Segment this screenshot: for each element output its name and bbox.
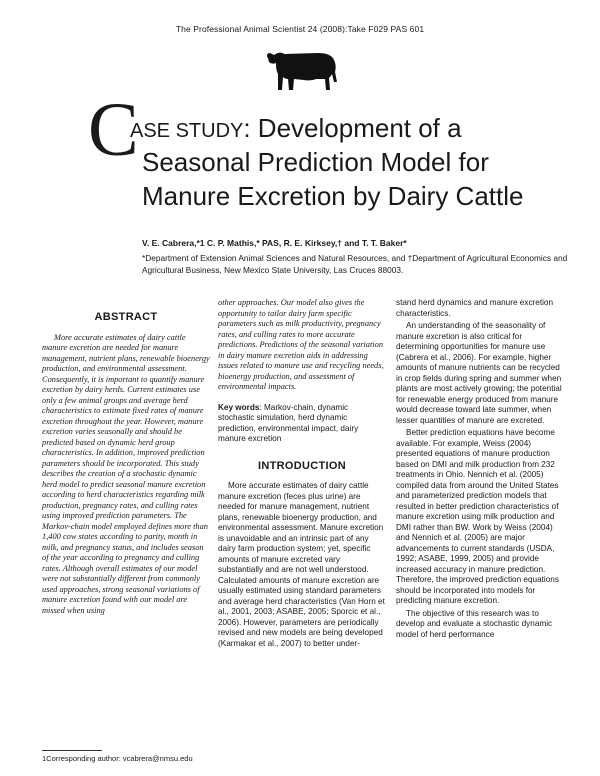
column-3 bbox=[396, 298, 564, 640]
abstract-heading: ABSTRACT bbox=[94, 311, 158, 323]
title-line-2: Seasonal Prediction Model for bbox=[142, 147, 489, 177]
corresponding-author-footnote: 1Corresponding author: vcabrera@nmsu.edu bbox=[42, 754, 193, 763]
footnote-divider bbox=[42, 750, 102, 751]
intro-paragraph-1: More accurate estimates of dairy cattle manure excretion (feces plus urine) are needed for manure management, nutrient plans, renewable bioenergy production, and environmental assessment. Manure excretion is unavoidable and an intrinsic part of any dairy farm production system; yet, specific amounts of manure excreted vary substantially and are not well understood. Calculated amounts of manure excretion are usually estimated using standard parameters and average herd characteristics (Van Horn et al., 2001, 2003; ASABE, 2005; Sporcic et al., 2006). However, parameters are periodically revised and new models are being developed (Karmakar et al., 2007) to better under- bbox=[218, 481, 385, 648]
author-affiliations: *Department of Extension Animal Sciences and Natural Resources, and †Department of Agricultural Economics and Agricultural Business, New Mexico State University, Las Cruces 88003. bbox=[142, 253, 568, 275]
title-line-3: Manure Excretion by Dairy Cattle bbox=[142, 181, 524, 211]
abstract-text: More accurate estimates of dairy cattle manure excretion are needed for manure management, nutrient plans, renewable bioenergy production, and environmental assessment. Consequently, it is important to quantify manure excretion by dairy herds. Current estimates use only a few animal groups and average herd characteristics to estimate fixed rates of manure excretion throughout the year. However, manure excretion varies seasonally and should be predicted based on dynamic herd group characteristics. In addition, improved prediction parameters should be incorporated. This study describes the creation of a stochastic dynamic herd model to predict seasonal manure excretion according to herd characteristics regarding milk production, pregnancy rates, and culling rates using improved prediction parameters. The Markov-chain model employed defines more than 1,400 cow states according to parity, month in milk, and pregnancy status, and includes season of the year according to pregnancy and culling rates. Although overall estimates of our model were not substantially different from commonly used approaches, strong seasonal variations of manure excretion found with our model are missed when using bbox=[42, 332, 210, 615]
keywords-label: Key words bbox=[218, 402, 260, 412]
column-1 bbox=[42, 298, 210, 616]
intro-paragraph-2: An understanding of the seasonality of manure excretion is also critical for determining opportunities for manure use (Cabrera et al., 2006). For example, higher amounts of manure nutrients can be recycled in crop fields during spring and summer when plants are most actively growing; the potential for renewable energy produced from manure would decrease toward late summer, when lesser quantities of manure are excreted. bbox=[396, 321, 562, 425]
abstract-text-continued: other approaches. Our model also gives the opportunity to tailor dairy farm specific parameters such as milk productivity, pregnancy rates, and culling rates to more accurate predictions. Predictions of the seasonal variation in dairy manure excretion aids in addressing issues related to manure use and recycling needs, bioenergy production, and assessment of environmental impacts. bbox=[218, 298, 384, 391]
title-line-1-rest: : Development of a bbox=[243, 113, 462, 143]
journal-header: The Professional Animal Scientist 24 (2008):Take F029 PAS 601 bbox=[175, 24, 425, 34]
column-2 bbox=[218, 298, 386, 649]
intro-paragraph-4: The objective of this research was to develop and evaluate a stochastic dynamic model of herd performance bbox=[396, 608, 553, 639]
title-smallcaps: ASE STUDY bbox=[130, 120, 244, 142]
intro-paragraph-1-continued: stand herd dynamics and manure excretion characteristics. bbox=[396, 298, 554, 318]
intro-paragraph-3: Better prediction equations have become available. For example, Weiss (2004) presented equations of manure production based on DMI and milk production from 232 treatments in Ohio. Nennich et al. (2005) compiled data from around the United States and parameterized prediction models that resulted in better prediction characteristics of manure excretion using milk production and DMI rather than BW. Work by Weiss (2004) and Nennich et al. (2005) are major advancements to current standards (USDA, 1992; ASABE, 1999, 2005) and provide increased accuracy in manure prediction. Therefore, the improved prediction equations should be incorporated into models for predicting manure excretion. bbox=[396, 428, 559, 605]
author-list: V. E. Cabrera,*1 C. P. Mathis,* PAS, R. E. Kirksey,† and T. T. Baker* bbox=[142, 238, 407, 248]
keywords-text: : Markov-chain, dynamic stochastic simulation, herd dynamic prediction, environmental impact, dairy manure excretion bbox=[218, 402, 359, 443]
title-initial: C bbox=[88, 88, 139, 172]
introduction-heading: INTRODUCTION bbox=[258, 459, 346, 472]
title-line-1 bbox=[130, 112, 462, 147]
dairy-cow-icon bbox=[264, 44, 340, 92]
keywords bbox=[218, 403, 386, 445]
